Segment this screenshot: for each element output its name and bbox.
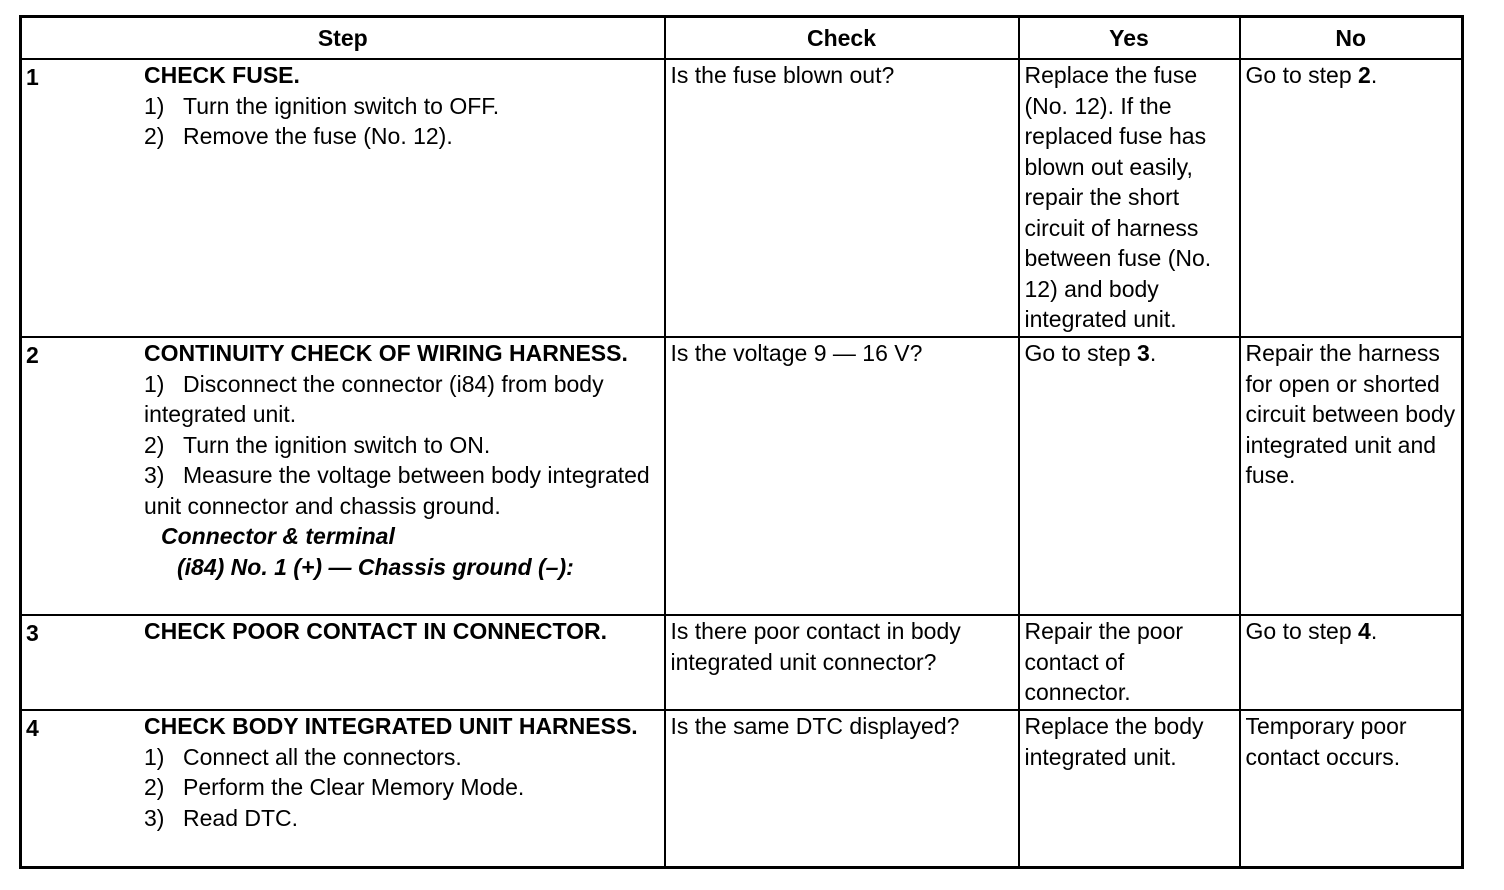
yes-text: Go to step xyxy=(1024,340,1138,366)
no-cell: Temporary poor contact occurs. xyxy=(1240,710,1463,868)
yes-cell: Repair the poor contact of connector. xyxy=(1019,615,1240,710)
step-title: CHECK FUSE. xyxy=(144,62,300,88)
no-suffix: . xyxy=(1370,62,1378,88)
table-row xyxy=(21,615,1463,710)
step-cell xyxy=(21,615,665,710)
substep-number: 3) xyxy=(144,804,165,831)
no-cell xyxy=(1240,615,1463,710)
substep-number: 1) xyxy=(144,92,165,119)
substep-text: Disconnect the connector (i84) from body integrated unit. xyxy=(144,370,604,427)
substep-number: 1) xyxy=(144,370,165,397)
substep-number: 3) xyxy=(144,462,165,488)
yes-cell xyxy=(1019,337,1240,615)
substep xyxy=(144,121,653,152)
no-text: Go to step xyxy=(1245,618,1359,644)
header-yes: Yes xyxy=(1019,17,1240,60)
yes-cell: Replace the fuse (No. 12). If the replaced fuse has blown out easily, repair the short circuit of harness between fuse (No. 12) and body integrated unit. xyxy=(1019,59,1240,337)
substep-text: Read DTC. xyxy=(183,804,299,831)
header-step: Step xyxy=(21,17,665,60)
no-cell xyxy=(1240,59,1463,337)
step-title: CHECK POOR CONTACT IN CONNECTOR. xyxy=(144,618,607,644)
step-title: CHECK BODY INTEGRATED UNIT HARNESS. xyxy=(144,713,638,739)
yes-suffix: . xyxy=(1149,340,1157,366)
substep-number: 2) xyxy=(144,431,165,458)
substep-text: Connect all the connectors. xyxy=(183,743,462,770)
no-suffix: . xyxy=(1370,618,1378,644)
step-cell xyxy=(21,337,665,615)
substep-number: 2) xyxy=(144,774,165,800)
step-number: 2 xyxy=(26,342,39,368)
yes-cell: Replace the body integrated unit. xyxy=(1019,710,1240,868)
check-cell: Is there poor contact in body integrated unit connector? xyxy=(665,615,1019,710)
step-title: CONTINUITY CHECK OF WIRING HARNESS. xyxy=(144,340,628,366)
step-cell xyxy=(21,710,665,868)
table-row xyxy=(21,710,1463,868)
check-cell: Is the same DTC displayed? xyxy=(665,710,1019,868)
substep xyxy=(144,772,653,803)
substep-text: Remove the fuse (No. 12). xyxy=(183,123,453,149)
substep-text: Measure the voltage between body integrated unit connector and chassis ground. xyxy=(144,462,650,519)
header-no: No xyxy=(1240,17,1463,60)
step-number: 4 xyxy=(26,715,39,741)
substep-text: Turn the ignition switch to OFF. xyxy=(183,92,500,119)
no-cell: Repair the harness for open or shorted circuit between body integrated unit and fuse. xyxy=(1240,337,1463,615)
substep xyxy=(144,742,653,773)
substep xyxy=(144,430,653,461)
terminal-title: Connector & terminal xyxy=(161,523,395,549)
no-text: Go to step xyxy=(1245,62,1359,88)
substep-number: 1) xyxy=(144,743,165,770)
diagnostic-table xyxy=(19,15,1464,869)
substep-text: Perform the Clear Memory Mode. xyxy=(183,774,525,800)
table-row xyxy=(21,59,1463,337)
substep xyxy=(144,803,653,834)
step-number: 1 xyxy=(26,64,39,90)
step-reference: 2 xyxy=(1358,62,1371,88)
substep xyxy=(144,460,653,521)
step-cell xyxy=(21,59,665,337)
header-check: Check xyxy=(665,17,1019,60)
substep xyxy=(144,91,653,122)
step-number: 3 xyxy=(26,620,39,646)
header-row xyxy=(21,17,1463,60)
substep xyxy=(144,369,653,430)
step-reference: 4 xyxy=(1358,618,1371,644)
step-reference: 3 xyxy=(1137,340,1150,366)
substep-text: Turn the ignition switch to ON. xyxy=(183,431,491,458)
terminal-value: (i84) No. 1 (+) — Chassis ground (–): xyxy=(177,553,574,580)
table-row xyxy=(21,337,1463,615)
substep-number: 2) xyxy=(144,123,165,149)
check-cell: Is the voltage 9 — 16 V? xyxy=(665,337,1019,615)
check-cell: Is the fuse blown out? xyxy=(665,59,1019,337)
